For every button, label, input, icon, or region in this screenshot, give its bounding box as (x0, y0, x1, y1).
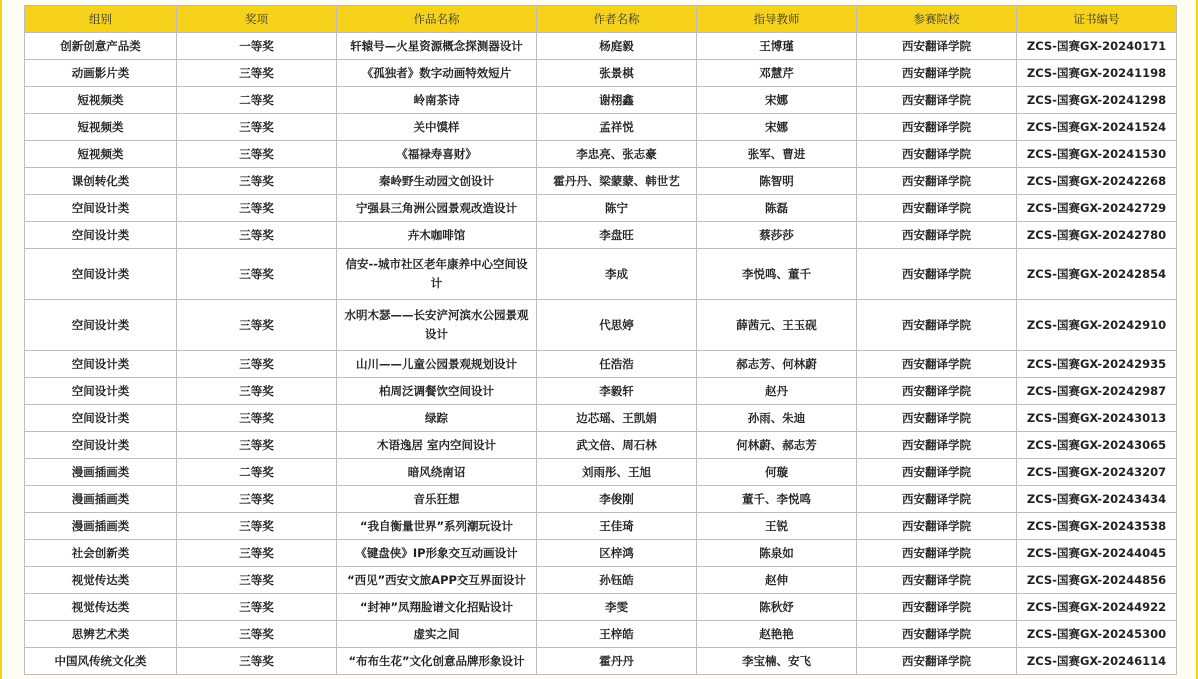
table-row (25, 405, 1177, 432)
cell-school: 西安翻译学院 (857, 513, 1017, 540)
cell-cert: ZCS-国赛GX-20244045 (1017, 540, 1177, 567)
cell-work: 《福禄寿喜财》 (337, 141, 537, 168)
cell-author: 李雯 (537, 594, 697, 621)
cell-work: 绿踪 (337, 405, 537, 432)
cell-school: 西安翻译学院 (857, 621, 1017, 648)
cell-group: 短视频类 (25, 114, 177, 141)
table-row (25, 60, 1177, 87)
cell-advisor: 王博瑾 (697, 33, 857, 60)
cell-school: 西安翻译学院 (857, 486, 1017, 513)
cell-cert: ZCS-国赛GX-20242854 (1017, 249, 1177, 300)
cell-cert: ZCS-国赛GX-20243065 (1017, 432, 1177, 459)
cell-group: 漫画插画类 (25, 486, 177, 513)
cell-work: “封神”凤翔脸谱文化招贴设计 (337, 594, 537, 621)
cell-author: 李毅轩 (537, 378, 697, 405)
cell-group: 动画影片类 (25, 60, 177, 87)
header-row (25, 6, 1177, 33)
header-work: 作品名称 (337, 6, 537, 33)
cell-group: 漫画插画类 (25, 513, 177, 540)
table-row (25, 351, 1177, 378)
cell-advisor: 陈泉如 (697, 540, 857, 567)
cell-author: 李俊刚 (537, 486, 697, 513)
cell-advisor: 陈智明 (697, 168, 857, 195)
cell-author: 谢栩鑫 (537, 87, 697, 114)
cell-group: 短视频类 (25, 141, 177, 168)
cell-advisor: 何璇 (697, 459, 857, 486)
cell-cert: ZCS-国赛GX-20246114 (1017, 648, 1177, 675)
cell-school: 西安翻译学院 (857, 459, 1017, 486)
cell-work: 《孤独者》数字动画特效短片 (337, 60, 537, 87)
cell-advisor: 何林蔚、郝志芳 (697, 432, 857, 459)
cell-author: 王梓皓 (537, 621, 697, 648)
cell-cert: ZCS-国赛GX-20243538 (1017, 513, 1177, 540)
table-row (25, 378, 1177, 405)
cell-author: 霍丹丹 (537, 648, 697, 675)
cell-award: 三等奖 (177, 222, 337, 249)
cell-group: 空间设计类 (25, 249, 177, 300)
cell-group: 课创转化类 (25, 168, 177, 195)
cell-school: 西安翻译学院 (857, 249, 1017, 300)
table-row (25, 459, 1177, 486)
cell-award: 二等奖 (177, 459, 337, 486)
cell-cert: ZCS-国赛GX-20242910 (1017, 300, 1177, 351)
header-award: 奖项 (177, 6, 337, 33)
cell-award: 三等奖 (177, 141, 337, 168)
table-row (25, 33, 1177, 60)
table-row (25, 168, 1177, 195)
header-school: 参赛院校 (857, 6, 1017, 33)
cell-school: 西安翻译学院 (857, 351, 1017, 378)
header-advisor: 指导教师 (697, 6, 857, 33)
cell-work: 《键盘侠》IP形象交互动画设计 (337, 540, 537, 567)
cell-work: 宁强县三角洲公园景观改造设计 (337, 195, 537, 222)
cell-advisor: 赵丹 (697, 378, 857, 405)
cell-award: 三等奖 (177, 195, 337, 222)
cell-work: 山川——儿童公园景观规划设计 (337, 351, 537, 378)
cell-group: 空间设计类 (25, 378, 177, 405)
cell-work: 柏周泛调餐饮空间设计 (337, 378, 537, 405)
table-row (25, 222, 1177, 249)
cell-group: 空间设计类 (25, 222, 177, 249)
cell-group: 空间设计类 (25, 195, 177, 222)
cell-group: 思辨艺术类 (25, 621, 177, 648)
table-row (25, 567, 1177, 594)
cell-work: 轩辕号—火星资源概念探测器设计 (337, 33, 537, 60)
header-group: 组别 (25, 6, 177, 33)
cell-author: 张景棋 (537, 60, 697, 87)
cell-award: 三等奖 (177, 594, 337, 621)
cell-cert: ZCS-国赛GX-20241524 (1017, 114, 1177, 141)
cell-group: 创新创意产品类 (25, 33, 177, 60)
cell-school: 西安翻译学院 (857, 594, 1017, 621)
cell-work: “布布生花”文化创意品牌形象设计 (337, 648, 537, 675)
cell-award: 三等奖 (177, 648, 337, 675)
cell-cert: ZCS-国赛GX-20241298 (1017, 87, 1177, 114)
cell-advisor: 郝志芳、何林蔚 (697, 351, 857, 378)
cell-work: “西见”西安文旅APP交互界面设计 (337, 567, 537, 594)
cell-cert: ZCS-国赛GX-20242987 (1017, 378, 1177, 405)
header-author: 作者名称 (537, 6, 697, 33)
cell-group: 短视频类 (25, 87, 177, 114)
cell-school: 西安翻译学院 (857, 60, 1017, 87)
cell-group: 空间设计类 (25, 351, 177, 378)
cell-author: 李忠亮、张志豪 (537, 141, 697, 168)
cell-cert: ZCS-国赛GX-20242780 (1017, 222, 1177, 249)
cell-award: 三等奖 (177, 300, 337, 351)
cell-advisor: 张军、曹进 (697, 141, 857, 168)
cell-school: 西安翻译学院 (857, 33, 1017, 60)
cell-cert: ZCS-国赛GX-20240171 (1017, 33, 1177, 60)
cell-advisor: 薛茜元、王玉砚 (697, 300, 857, 351)
cell-author: 霍丹丹、梁蒙蒙、韩世艺 (537, 168, 697, 195)
cell-school: 西安翻译学院 (857, 222, 1017, 249)
cell-cert: ZCS-国赛GX-20245300 (1017, 621, 1177, 648)
table-row (25, 486, 1177, 513)
cell-cert: ZCS-国赛GX-20244856 (1017, 567, 1177, 594)
cell-award: 三等奖 (177, 540, 337, 567)
cell-award: 三等奖 (177, 513, 337, 540)
cell-advisor: 董千、李悦鸣 (697, 486, 857, 513)
cell-advisor: 蔡莎莎 (697, 222, 857, 249)
cell-author: 孟祥悦 (537, 114, 697, 141)
cell-group: 空间设计类 (25, 405, 177, 432)
cell-award: 三等奖 (177, 114, 337, 141)
cell-work: 关中馍样 (337, 114, 537, 141)
table-row (25, 249, 1177, 300)
cell-author: 任浩浩 (537, 351, 697, 378)
cell-award: 三等奖 (177, 351, 337, 378)
cell-school: 西安翻译学院 (857, 195, 1017, 222)
cell-author: 孙钰皓 (537, 567, 697, 594)
cell-cert: ZCS-国赛GX-20244922 (1017, 594, 1177, 621)
cell-author: 武文倍、周石林 (537, 432, 697, 459)
table-header (25, 6, 1177, 33)
table-row (25, 621, 1177, 648)
cell-group: 空间设计类 (25, 300, 177, 351)
cell-work: 信安--城市社区老年康养中心空间设计 (337, 249, 537, 300)
cell-work: 音乐狂想 (337, 486, 537, 513)
table-row (25, 87, 1177, 114)
cell-group: 视觉传达类 (25, 594, 177, 621)
cell-group: 视觉传达类 (25, 567, 177, 594)
cell-author: 李成 (537, 249, 697, 300)
cell-advisor: 李悦鸣、董千 (697, 249, 857, 300)
cell-cert: ZCS-国赛GX-20242729 (1017, 195, 1177, 222)
cell-work: 暗风绕南诏 (337, 459, 537, 486)
cell-work: 秦岭野生动园文创设计 (337, 168, 537, 195)
table-row (25, 594, 1177, 621)
cell-advisor: 赵伸 (697, 567, 857, 594)
table-row (25, 300, 1177, 351)
awards-table (24, 5, 1177, 675)
cell-group: 空间设计类 (25, 432, 177, 459)
cell-school: 西安翻译学院 (857, 300, 1017, 351)
cell-cert: ZCS-国赛GX-20243434 (1017, 486, 1177, 513)
cell-cert: ZCS-国赛GX-20241198 (1017, 60, 1177, 87)
cell-work: 木语逸居 室内空间设计 (337, 432, 537, 459)
cell-school: 西安翻译学院 (857, 168, 1017, 195)
table-row (25, 513, 1177, 540)
header-cert: 证书编号 (1017, 6, 1177, 33)
cell-group: 中国风传统文化类 (25, 648, 177, 675)
cell-group: 漫画插画类 (25, 459, 177, 486)
cell-advisor: 李宝楠、安飞 (697, 648, 857, 675)
cell-advisor: 陈秋妤 (697, 594, 857, 621)
cell-school: 西安翻译学院 (857, 648, 1017, 675)
cell-advisor: 宋娜 (697, 87, 857, 114)
cell-work: “我自衡量世界”系列潮玩设计 (337, 513, 537, 540)
cell-work: 水明木瑟——长安浐河滨水公园景观设计 (337, 300, 537, 351)
cell-school: 西安翻译学院 (857, 141, 1017, 168)
cell-advisor: 邓慧芹 (697, 60, 857, 87)
cell-school: 西安翻译学院 (857, 405, 1017, 432)
table-row (25, 114, 1177, 141)
cell-author: 边芯瑶、王凯娟 (537, 405, 697, 432)
cell-award: 三等奖 (177, 405, 337, 432)
cell-school: 西安翻译学院 (857, 540, 1017, 567)
cell-award: 三等奖 (177, 168, 337, 195)
cell-school: 西安翻译学院 (857, 114, 1017, 141)
cell-award: 一等奖 (177, 33, 337, 60)
table-row (25, 432, 1177, 459)
cell-group: 社会创新类 (25, 540, 177, 567)
cell-author: 王佳琦 (537, 513, 697, 540)
table-row (25, 648, 1177, 675)
cell-school: 西安翻译学院 (857, 567, 1017, 594)
cell-cert: ZCS-国赛GX-20243013 (1017, 405, 1177, 432)
cell-cert: ZCS-国赛GX-20242268 (1017, 168, 1177, 195)
table-row (25, 195, 1177, 222)
cell-award: 三等奖 (177, 378, 337, 405)
cell-cert: ZCS-国赛GX-20243207 (1017, 459, 1177, 486)
cell-award: 三等奖 (177, 486, 337, 513)
cell-work: 卉木咖啡馆 (337, 222, 537, 249)
cell-advisor: 宋娜 (697, 114, 857, 141)
cell-advisor: 陈磊 (697, 195, 857, 222)
cell-author: 代思婷 (537, 300, 697, 351)
cell-author: 李盘旺 (537, 222, 697, 249)
cell-author: 杨庭毅 (537, 33, 697, 60)
cell-work: 虚实之间 (337, 621, 537, 648)
cell-advisor: 王锐 (697, 513, 857, 540)
table-body (25, 33, 1177, 675)
table-row (25, 141, 1177, 168)
cell-author: 区梓鸿 (537, 540, 697, 567)
cell-award: 三等奖 (177, 432, 337, 459)
cell-advisor: 赵艳艳 (697, 621, 857, 648)
cell-award: 三等奖 (177, 567, 337, 594)
cell-school: 西安翻译学院 (857, 378, 1017, 405)
cell-award: 三等奖 (177, 621, 337, 648)
cell-award: 三等奖 (177, 249, 337, 300)
table-row (25, 540, 1177, 567)
cell-cert: ZCS-国赛GX-20242935 (1017, 351, 1177, 378)
cell-cert: ZCS-国赛GX-20241530 (1017, 141, 1177, 168)
cell-advisor: 孙雨、朱迪 (697, 405, 857, 432)
cell-author: 刘雨彤、王旭 (537, 459, 697, 486)
cell-school: 西安翻译学院 (857, 87, 1017, 114)
cell-work: 岭南茶诗 (337, 87, 537, 114)
cell-school: 西安翻译学院 (857, 432, 1017, 459)
cell-award: 二等奖 (177, 87, 337, 114)
cell-award: 三等奖 (177, 60, 337, 87)
cell-author: 陈宁 (537, 195, 697, 222)
